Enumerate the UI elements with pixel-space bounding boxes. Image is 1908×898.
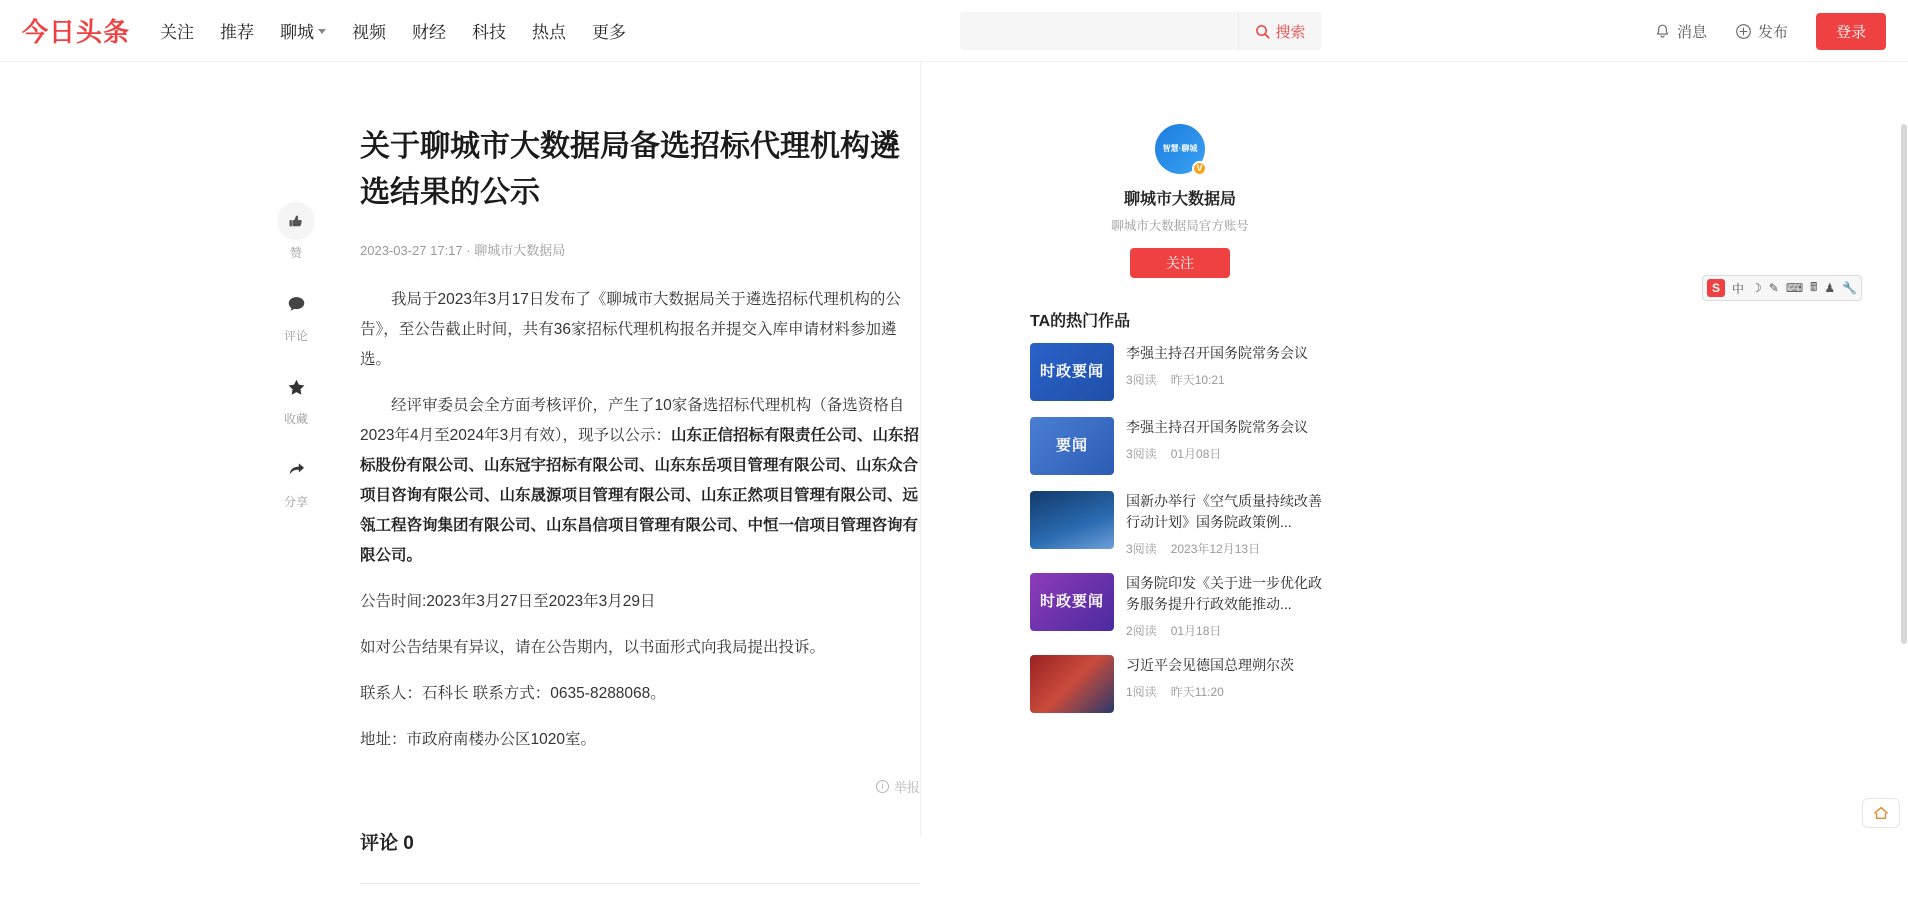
read-count: 1阅读 (1126, 685, 1157, 699)
read-count: 3阅读 (1126, 447, 1157, 461)
list-item-title: 李强主持召开国务院常务会议 (1126, 419, 1308, 435)
paragraph-text: 公告时间:2023年3月27日至2023年3月29日 (360, 593, 656, 610)
hot-works-title: TA的热门作品 (1030, 313, 1131, 330)
follow-button[interactable]: 关注 (1130, 248, 1230, 278)
chevron-down-icon (318, 29, 326, 34)
comment-label: 评论 (283, 329, 308, 343)
nav-label: 聊城 (280, 23, 315, 42)
like-button[interactable] (274, 202, 318, 261)
main-nav (160, 0, 626, 61)
list-item-title: 习近平会见德国总理朔尔茨 (1126, 657, 1294, 673)
share-label: 分享 (283, 495, 308, 509)
header-actions (1654, 0, 1886, 62)
article-paragraph (360, 285, 920, 375)
back-to-top-button[interactable] (1862, 798, 1900, 828)
favorite-label: 收藏 (283, 412, 308, 426)
top-header (0, 0, 1908, 62)
bell-icon (1654, 23, 1671, 40)
ime-chinese-mode[interactable]: 中 (1732, 281, 1745, 296)
comment-button[interactable] (274, 285, 318, 344)
ime-box-icon[interactable]: ♟ (1824, 281, 1836, 295)
nav-label: 更多 (592, 23, 627, 42)
list-item-texts (1126, 491, 1330, 557)
timestamp: 昨天11:20 (1170, 685, 1224, 699)
list-item[interactable] (1030, 655, 1330, 713)
verified-badge-icon: V (1192, 161, 1207, 176)
list-item-texts (1126, 655, 1330, 713)
read-count: 3阅读 (1126, 373, 1157, 387)
article-paragraph (360, 725, 920, 755)
nav-item-caijing[interactable] (412, 18, 446, 43)
list-item-title: 国务院印发《关于进一步优化政务服务提升行政效能推动... (1126, 575, 1322, 612)
author-name[interactable]: 聊城市大数据局 (1123, 191, 1236, 208)
search-button-label: 搜索 (1275, 23, 1306, 41)
paragraph-text: 如对公告结果有异议，请在公告期内，以书面形式向我局提出投诉。 (360, 639, 826, 656)
search-input[interactable] (960, 12, 1238, 50)
article-paragraph (360, 391, 920, 571)
thumbnail (1030, 491, 1114, 549)
list-item[interactable] (1030, 343, 1330, 401)
ime-keyboard-icon[interactable]: ⌨ (1785, 281, 1804, 295)
nav-label: 推荐 (220, 23, 255, 42)
list-item-texts (1126, 343, 1330, 401)
like-label: 赞 (289, 246, 302, 260)
nav-item-redian[interactable] (532, 18, 566, 43)
nav-item-keji[interactable] (472, 18, 506, 43)
login-button[interactable]: 登录 (1816, 13, 1886, 50)
ime-toolbar[interactable] (1702, 275, 1862, 301)
info-icon: i (876, 780, 889, 793)
paragraph-text: 我局于2023年3月17日发布了《聊城市大数据局关于遴选招标代理机构的公告》，至公告截止时间，共有36家招标代理机构报名并提交入库申请材料参加遴选。 (360, 291, 901, 368)
list-item[interactable] (1030, 573, 1330, 639)
thumbs-up-icon (277, 202, 315, 240)
divider (360, 883, 920, 884)
favorite-button[interactable] (274, 368, 318, 427)
author-description: 聊城市大数据局官方账号 (1111, 219, 1249, 233)
nav-item-tuijian[interactable] (220, 18, 254, 43)
article-container (360, 62, 920, 854)
ime-settings-icon[interactable]: 🔧 (1842, 281, 1858, 295)
ime-moon-icon[interactable]: ☽ (1751, 281, 1762, 295)
author-card (1030, 124, 1330, 278)
timestamp: 01月18日 (1170, 624, 1222, 638)
nav-label: 热点 (532, 23, 567, 42)
list-item-meta (1126, 445, 1330, 462)
list-item[interactable] (1030, 491, 1330, 557)
thumbnail: 要闻 (1030, 417, 1114, 475)
sogou-logo-icon[interactable]: S (1707, 279, 1725, 297)
nav-item-gengduo[interactable] (592, 18, 626, 43)
messages-button[interactable] (1654, 21, 1707, 42)
read-count: 3阅读 (1126, 542, 1157, 556)
paragraph-bold-text: 山东正信招标有限责任公司、山东招标股份有限公司、山东冠宇招标有限公司、山东东岳项目管理有限公司、山东众合项目咨询有限公司、山东晟源项目管理有限公司、山东正然项目管理有限公司、远瓴工程咨询集团有限公司、山东昌信项目管理有限公司、中恒一信项目管理咨询有限公司。 (360, 427, 919, 564)
share-icon (277, 451, 315, 489)
article-paragraph (360, 587, 920, 617)
list-item-meta (1126, 540, 1330, 557)
avatar[interactable] (1155, 124, 1205, 174)
timestamp: 昨天10:21 (1170, 373, 1225, 387)
search-button[interactable] (1238, 12, 1322, 50)
messages-label: 消息 (1676, 23, 1707, 41)
nav-label: 视频 (352, 23, 387, 42)
list-item[interactable] (1030, 417, 1330, 475)
report-label: 举报 (893, 780, 920, 795)
site-logo[interactable]: 今日头条 (22, 17, 131, 47)
article-body (360, 285, 920, 755)
report-button[interactable] (360, 777, 920, 796)
paragraph-text: 经评审委员会全方面考核评价，产生了10家备选招标代理机构（备选资格自2023年4月至2024年3月有效），现予以公示： (360, 397, 905, 444)
page-body (0, 62, 1908, 854)
nav-label: 财经 (412, 23, 447, 42)
ime-calculator-icon[interactable]: 🖩 (1810, 279, 1818, 294)
article-meta: 2023-03-27 17:17 · 聊城市大数据局 (360, 243, 566, 258)
list-item-meta (1126, 683, 1330, 700)
list-item-title: 国新办举行《空气质量持续改善行动计划》国务院政策例... (1126, 493, 1322, 530)
share-button[interactable] (274, 451, 318, 510)
column-divider (920, 62, 921, 836)
publish-label: 发布 (1757, 23, 1788, 41)
nav-item-liaocheng[interactable] (280, 18, 326, 43)
list-item-texts (1126, 417, 1330, 475)
publish-button[interactable] (1735, 21, 1788, 42)
page-title: 关于聊城市大数据局备选招标代理机构遴选结果的公示 (360, 130, 900, 209)
timestamp: 2023年12月13日 (1170, 542, 1261, 556)
list-item-meta (1126, 622, 1330, 639)
paragraph-text: 联系人：石科长 联系方式：0635-8288068。 (360, 685, 666, 702)
home-icon (1872, 805, 1890, 821)
action-rail (0, 62, 360, 836)
nav-item-shipin[interactable] (352, 18, 386, 43)
plus-circle-icon (1735, 23, 1752, 40)
comment-section-title: 评论 0 (360, 833, 414, 854)
nav-item-guanzhu[interactable] (160, 18, 194, 43)
search-bar[interactable] (960, 12, 1322, 50)
article-paragraph (360, 633, 920, 663)
scrollbar-thumb[interactable] (1901, 124, 1907, 644)
comment-icon (277, 285, 315, 323)
thumbnail (1030, 655, 1114, 713)
nav-label: 关注 (160, 23, 195, 42)
ime-pen-icon[interactable]: ✎ (1768, 281, 1779, 295)
thumbnail: 时政要闻 (1030, 573, 1114, 631)
list-item-texts (1126, 573, 1330, 639)
sidebar (1030, 62, 1330, 836)
list-item-meta (1126, 371, 1330, 388)
list-item-title: 李强主持召开国务院常务会议 (1126, 345, 1308, 361)
page-scrollbar[interactable] (1900, 124, 1908, 898)
thumbnail: 时政要闻 (1030, 343, 1114, 401)
article-paragraph (360, 679, 920, 709)
paragraph-text: 地址：市政府南楼办公区1020室。 (360, 731, 596, 748)
timestamp: 01月08日 (1170, 447, 1222, 461)
avatar-text: 智慧·聊城 (1162, 144, 1198, 153)
star-icon (277, 368, 315, 406)
nav-label: 科技 (472, 23, 507, 42)
search-icon (1255, 24, 1270, 39)
read-count: 2阅读 (1126, 624, 1157, 638)
